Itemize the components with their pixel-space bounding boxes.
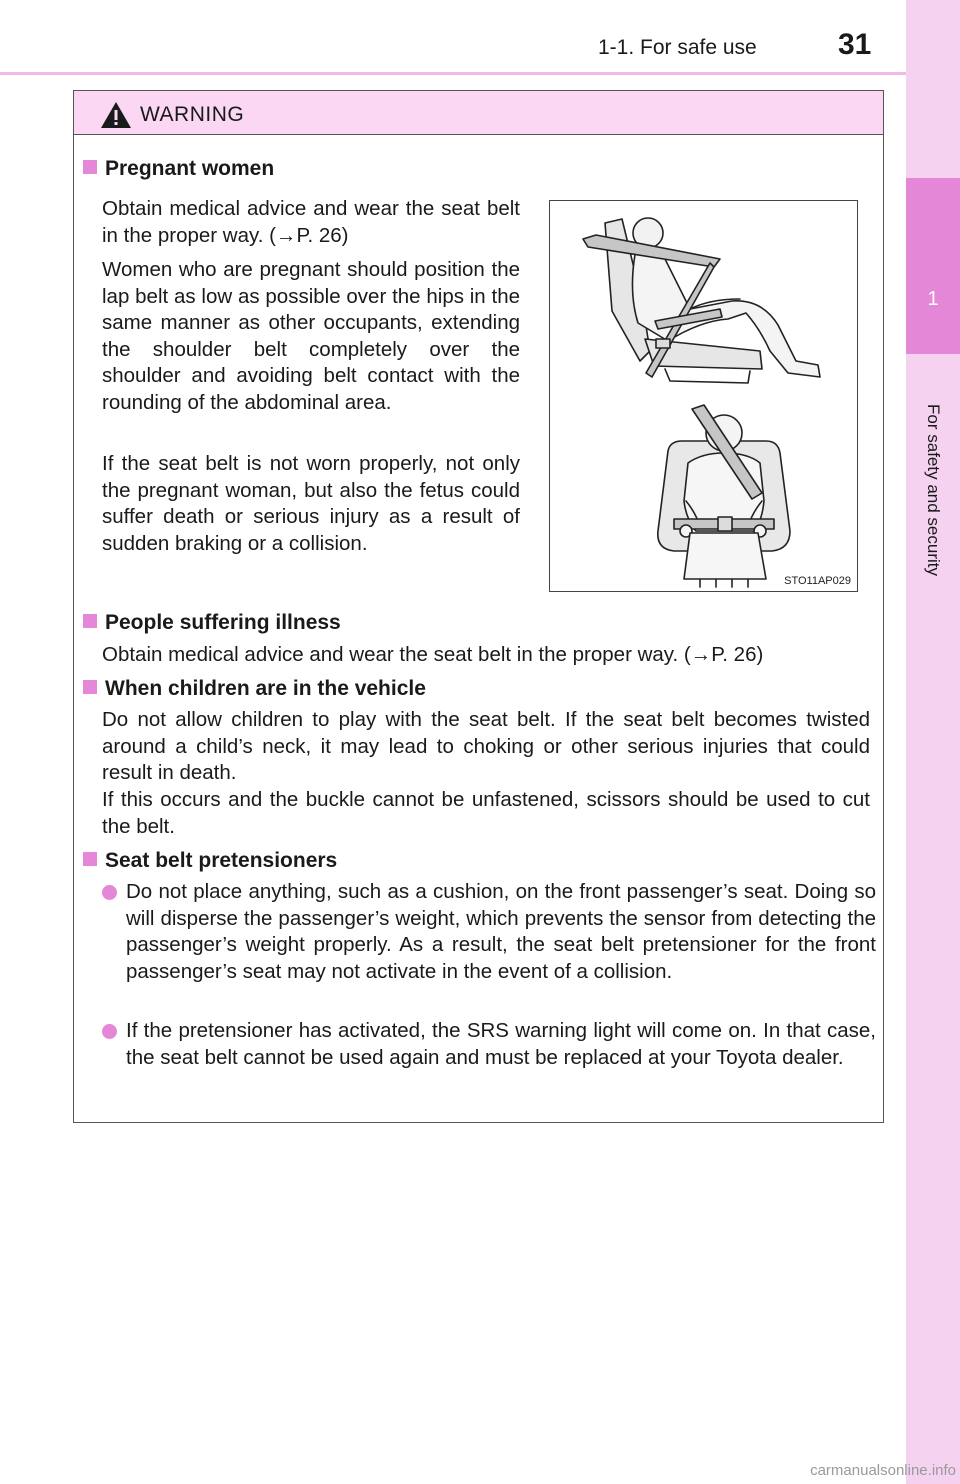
children-text-2: If this occurs and the buckle cannot be unfastened, scissors should be used to cut the belt. bbox=[102, 788, 870, 838]
seatbelt-illustration bbox=[549, 200, 858, 592]
page-number: 31 bbox=[838, 28, 872, 61]
pregnant-paragraph-1: Obtain medical advice and wear the seat belt in the proper way. (→P. 26) bbox=[102, 197, 520, 247]
section-square-icon bbox=[83, 852, 97, 866]
section-square-icon bbox=[83, 680, 97, 694]
chapter-number-tab bbox=[906, 178, 960, 354]
children-text-1: Do not allow children to play with the seat belt. If the seat belt becomes twisted around a child’s neck, it may lead to choking or other serious injuries that could result in death. bbox=[102, 708, 870, 784]
bullet-dot-icon bbox=[102, 1024, 117, 1039]
illness-text: Obtain medical advice and wear the seat belt in the proper way. (→P. 26) bbox=[102, 643, 764, 666]
heading-children-in-vehicle: When children are in the vehicle bbox=[83, 677, 426, 701]
warning-triangle-icon bbox=[100, 101, 132, 129]
section-square-icon bbox=[83, 614, 97, 628]
pretensioner-bullet-1: Do not place anything, such as a cushion, on the front passenger’s seat. Doing so will disperse the passenger’s weight, which prevents the sensor from detecting the passenger’s weight properly. As a result, the seat belt pretensioner for the front passenger’s seat may not activate in the event of a collision. bbox=[126, 880, 876, 983]
heading-pregnant-women: Pregnant women bbox=[83, 157, 274, 181]
chapter-title-tab bbox=[906, 380, 960, 600]
header-rule bbox=[0, 72, 906, 75]
pregnant-paragraph-3: If the seat belt is not worn properly, not only the pregnant woman, but also the fetus could suffer death or serious injury as a result of sudden braking or a collision. bbox=[102, 452, 520, 555]
heading-seat-belt-pretensioners: Seat belt pretensioners bbox=[83, 849, 337, 873]
figure-code: STO11AP029 bbox=[784, 575, 851, 587]
chapter-title: For safety and security bbox=[924, 404, 943, 576]
warning-header bbox=[74, 91, 883, 135]
heading-people-suffering-illness: People suffering illness bbox=[83, 611, 341, 635]
bullet-dot-icon bbox=[102, 885, 117, 900]
watermark: carmanualsonline.info bbox=[810, 1462, 956, 1479]
chapter-number: 1 bbox=[927, 288, 939, 310]
warning-label: WARNING bbox=[140, 103, 245, 126]
pregnant-seatbelt-drawing bbox=[550, 201, 857, 591]
section-title: 1-1. For safe use bbox=[598, 36, 757, 59]
pretensioner-bullet-2: If the pretensioner has activated, the SRS warning light will come on. In that case, the seat belt cannot be used again and must be replaced at your Toyota dealer. bbox=[126, 1019, 876, 1069]
pregnant-paragraph-2: Women who are pregnant should position the lap belt as low as possible over the hips in the same manner as other occupants, extending the shoulder belt completely over the shoulder and avoiding belt contact with the rounding of the abdominal area. bbox=[102, 258, 520, 414]
section-square-icon bbox=[83, 160, 97, 174]
